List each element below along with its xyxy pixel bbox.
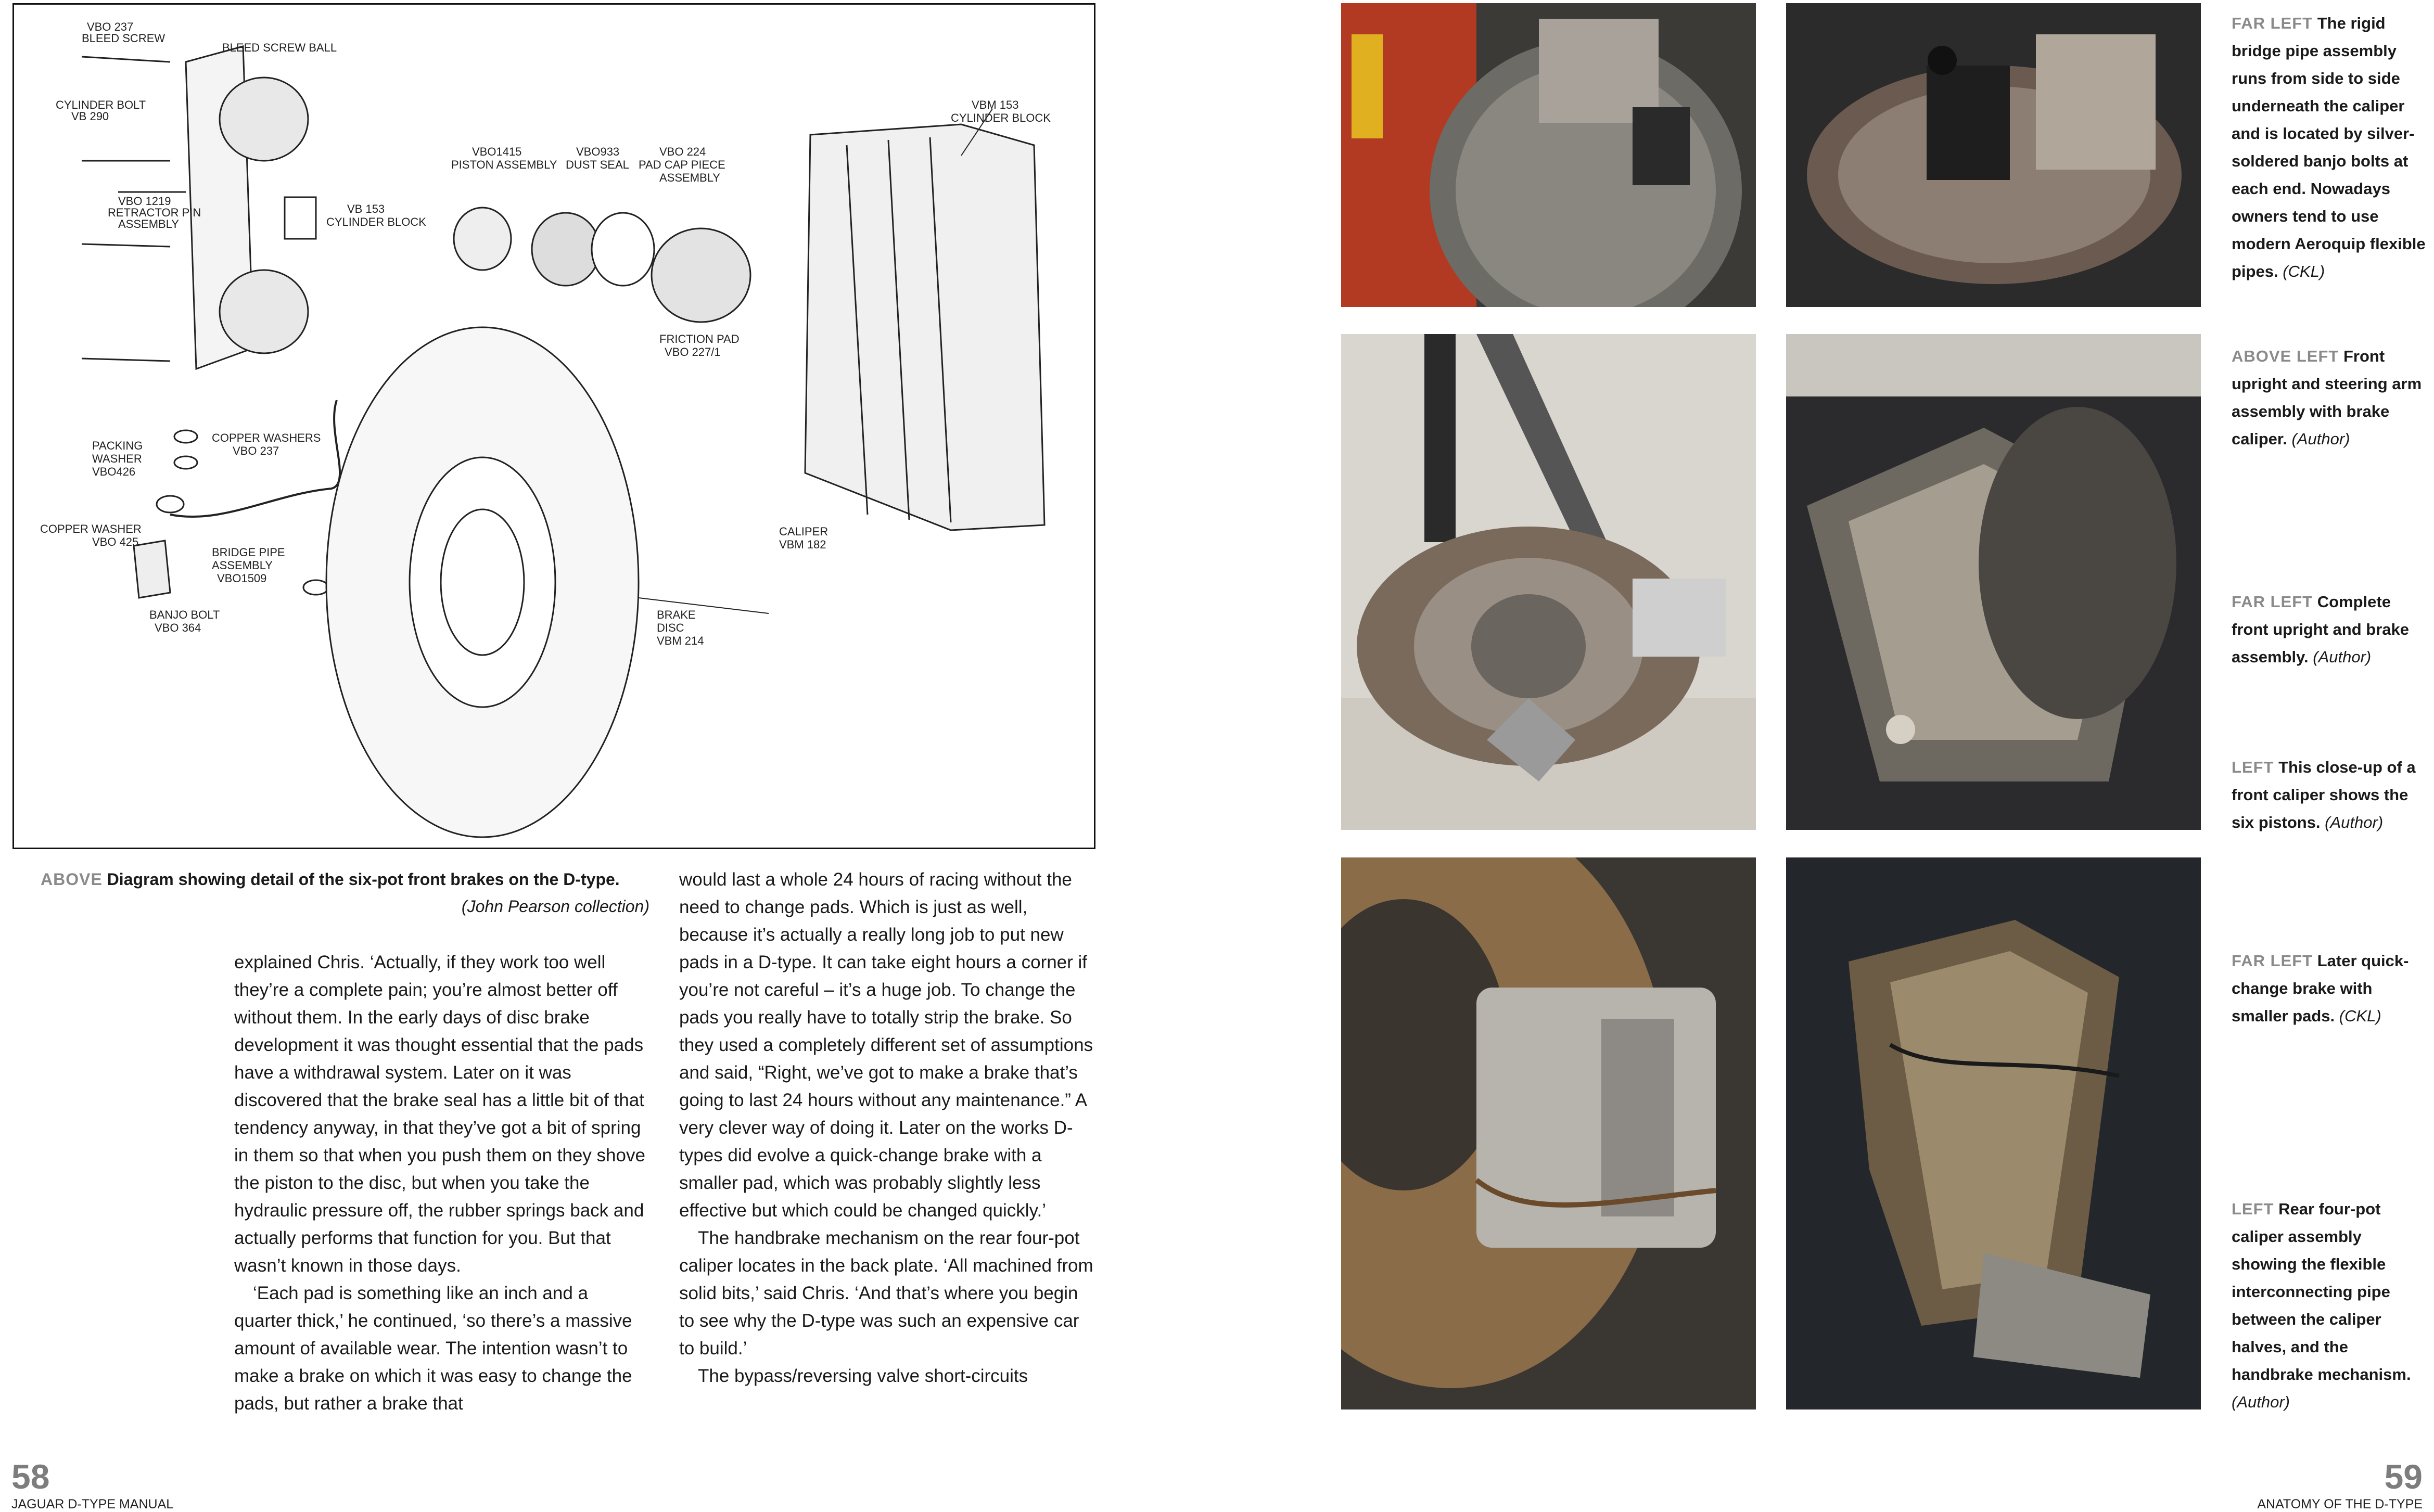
label-bridge-pipe: BRIDGE PIPE — [212, 546, 285, 559]
label-bleed-screw-ball: BLEED SCREW BALL — [222, 41, 337, 54]
label-packing: PACKING — [92, 439, 143, 452]
caption-key: FAR LEFT — [2232, 14, 2313, 32]
page-number-right: 59 — [2384, 1457, 2423, 1496]
caption-text: Diagram showing detail of the six-pot front brakes on the D-type. — [107, 870, 620, 889]
photo-caption — [2232, 753, 2429, 836]
label-bleed-screw: BLEED SCREW — [82, 32, 165, 45]
caption-credit: (Author) — [2232, 1393, 2290, 1411]
photo-caption — [2232, 947, 2429, 1030]
label-vbo1509: VBO1509 — [217, 572, 267, 585]
caption-key: ABOVE — [41, 870, 103, 889]
label-vbo2271: VBO 227/1 — [665, 345, 721, 358]
label-retractor-pin: RETRACTOR PIN — [108, 206, 201, 219]
label-copper-washers: COPPER WASHERS — [212, 431, 321, 444]
body-paragraph: ‘Each pad is something like an inch and a quarter thick,’ he continued, ‘so there’s a massive amount of available wear. The intention wasn’t to make a brake on which it was easy to change the pads, but rather a brake that — [234, 1283, 632, 1414]
label-dust-seal: DUST SEAL — [566, 158, 629, 171]
label-vbo364: VBO 364 — [155, 621, 201, 634]
photo-bridge-pipe — [1341, 3, 1756, 307]
photo-quick-change-brake — [1341, 857, 1756, 1410]
caption-text: Rear four-pot caliper assembly showing the flexible interconnecting pipe between the caliper halves, and the handbrake mechanism. — [2232, 1200, 2411, 1383]
label-banjo-bolt: BANJO BOLT — [149, 608, 220, 621]
caption-key: FAR LEFT — [2232, 952, 2313, 970]
label-copper-washer: COPPER WASHER — [40, 522, 142, 535]
page-number-left: 58 — [11, 1457, 50, 1496]
exploded-brake-diagram — [12, 3, 1095, 849]
label-vbo1219: VBO 1219 — [118, 195, 171, 208]
caption-key: LEFT — [2232, 1200, 2274, 1218]
label-assembly-3: ASSEMBLY — [212, 559, 273, 572]
label-vbo237: VBO 237 — [233, 444, 279, 457]
label-vbm153: VBM 153 — [972, 98, 1019, 111]
label-vbo1415: VBO1415 — [472, 145, 522, 158]
photo-caption — [2232, 588, 2429, 671]
label-assembly: ASSEMBLY — [118, 217, 179, 230]
caption-text: Later quick-change brake with smaller pads. — [2232, 952, 2409, 1025]
photo-caption — [2232, 342, 2429, 453]
caption-credit: (Author) — [2313, 648, 2372, 666]
body-paragraph: The handbrake mechanism on the rear four-pot caliper locates in the back plate. ‘All machined from solid bits,’ said Chris. ‘And that’s where you begin to see why the D-type was such an expensive car to build.’ — [679, 1228, 1093, 1359]
body-paragraph: would last a whole 24 hours of racing without the need to change pads. Which is just as well, because it’s actually a really long job to put new pads in a D-type. It can take eight hours a corner if you’re not careful – it’s a huge job. To change the pads you really have to totally strip the brake. So they used a completely different set of assumptions and said, “Right, we’ve got to make a brake that’s going to last 24 hours without any maintenance.” A very clever way of doing it. Later on the works D-types did evolve a quick-change brake with a smaller pad, which was probably slightly less effective but which could be changed quickly.’ — [679, 869, 1093, 1221]
photo-caption — [2232, 1195, 2429, 1416]
running-title-right: ANATOMY OF THE D-TYPE — [2257, 1497, 2423, 1511]
diagram-caption — [41, 866, 649, 920]
caption-credit: (CKL) — [2283, 262, 2325, 280]
caption-key: ABOVE LEFT — [2232, 347, 2339, 365]
label-piston-assembly: PISTON ASSEMBLY — [451, 158, 557, 171]
label-brake: BRAKE — [657, 608, 696, 621]
label-disc: DISC — [657, 621, 684, 634]
photo-front-caliper-closeup — [1786, 334, 2201, 830]
caption-text: The rigid bridge pipe assembly runs from side to side underneath the caliper and is located by silver-soldered banjo bolts at each end. Nowadays owners tend to use modern Aeroquip flexible pipes. — [2232, 14, 2426, 280]
body-column-right — [679, 866, 1095, 1390]
label-vb153: VB 153 — [347, 202, 385, 215]
caption-credit: (CKL) — [2339, 1007, 2381, 1025]
label-vbo425: VBO 425 — [92, 535, 139, 548]
body-paragraph: The bypass/reversing valve short-circuits — [698, 1366, 1028, 1386]
label-caliper: CALIPER — [779, 525, 829, 538]
photo-front-upright-steering-arm — [1786, 3, 2201, 307]
label-vbo426: VBO426 — [92, 465, 136, 478]
photo-complete-front-upright — [1341, 334, 1756, 830]
brake-diagram-drawing — [14, 5, 1094, 848]
label-pad-cap-piece: PAD CAP PIECE — [639, 158, 725, 171]
label-cylinder-bolt: CYLINDER BOLT — [56, 98, 146, 111]
caption-key: LEFT — [2232, 758, 2274, 776]
running-title-left: JAGUAR D-TYPE MANUAL — [11, 1497, 174, 1511]
label-cylinder-block: CYLINDER BLOCK — [326, 215, 426, 228]
label-washer: WASHER — [92, 452, 142, 465]
caption-credit: (Author) — [2291, 430, 2350, 448]
body-paragraph: explained Chris. ‘Actually, if they work too well they’re a complete pain; you’re almost better off without them. In the early days of disc brake development it was thought essential that the pads have a withdrawal system. Later on it was discovered that the brake seal has a little bit of that tendency anyway, in that they’ve got a bit of spring in them so that when you push them on they shove the piston to the disc, but when you take the hydraulic pressure off, the rubber springs back and actually performs that function for you. But that wasn’t known in those days. — [234, 952, 645, 1276]
caption-text: Complete front upright and brake assembly. — [2232, 593, 2409, 666]
label-vb290: VB 290 — [71, 110, 109, 123]
caption-key: FAR LEFT — [2232, 593, 2313, 611]
caption-text: This close-up of a front caliper shows the six pistons. — [2232, 758, 2416, 831]
caption-credit: (John Pearson collection) — [461, 897, 649, 916]
label-vbo933: VBO933 — [576, 145, 620, 158]
label-assembly-2: ASSEMBLY — [659, 171, 720, 184]
caption-text: Front upright and steering arm assembly with brake caliper. — [2232, 347, 2422, 448]
photo-caption — [2232, 9, 2429, 285]
label-vbm214: VBM 214 — [657, 634, 704, 647]
label-friction-pad: FRICTION PAD — [659, 332, 740, 345]
label-vbo224: VBO 224 — [659, 145, 706, 158]
body-column-left — [234, 949, 651, 1417]
label-cylinder-block-2: CYLINDER BLOCK — [951, 111, 1051, 124]
photo-rear-four-pot-caliper — [1786, 857, 2201, 1410]
label-vbo237-top: VBO 237 — [87, 20, 134, 33]
caption-credit: (Author) — [2325, 813, 2384, 831]
label-vbm182: VBM 182 — [779, 538, 826, 551]
